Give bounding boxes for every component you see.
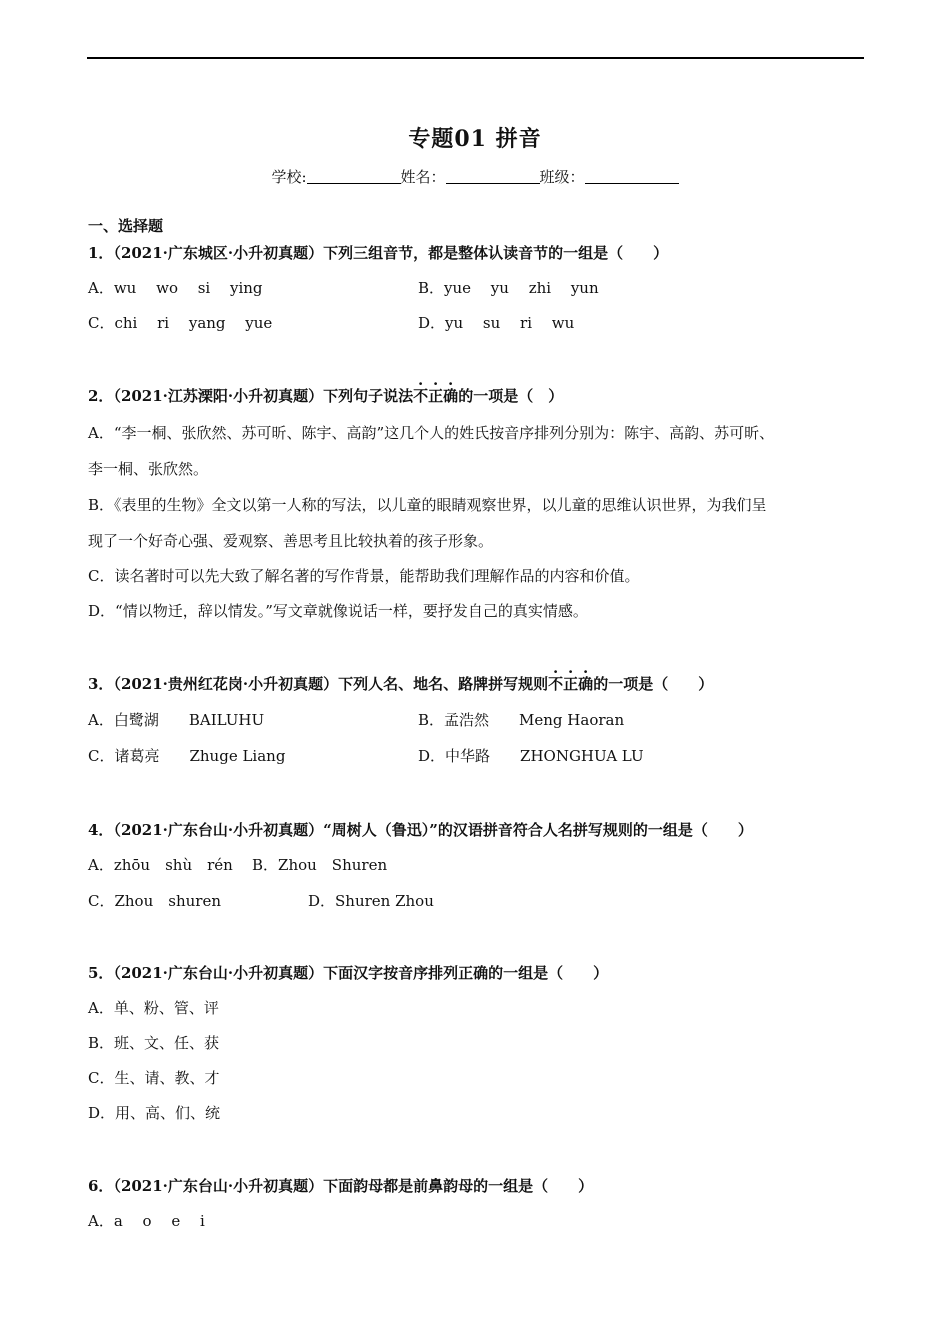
- question-stem-post: 的一项是（ ）: [593, 675, 714, 693]
- option-b: B．班、文、任、获: [88, 1034, 220, 1052]
- option-a-line1: A．“李一桐、张欣然、苏可昕、陈宇、高韵”这几个人的姓氏按音序排列分别为：陈宇、高韵、苏可昕、: [88, 424, 775, 442]
- option-a-line2: 李一桐、张欣然。: [88, 460, 209, 478]
- question-number: 4．: [88, 821, 114, 839]
- emphasis-char: 确: [443, 387, 459, 405]
- emphasis-char: 确: [578, 675, 594, 693]
- option-a: A．zhōu shù rén: [88, 856, 233, 874]
- option-c: C．Zhou shuren: [88, 892, 221, 910]
- question-stem: （2021·广东城区·小升初真题）下列三组音节，都是整体认读音节的一组是（ ）: [113, 244, 669, 262]
- emphasis-char: 不: [413, 387, 429, 405]
- option-d: D．中华路 ZHONGHUA LU: [418, 747, 644, 765]
- class-label: 班级：: [539, 168, 585, 186]
- question-stem: （2021·广东台山·小升初真题）下面韵母都是前鼻韵母的一组是（ ）: [113, 1177, 594, 1195]
- option-c: C．读名著时可以先大致了解名著的写作背景，能帮助我们理解作品的内容和价值。: [88, 567, 640, 585]
- option-b: B．yue yu zhi yun: [418, 279, 599, 297]
- option-d: D．yu su ri wu: [418, 314, 575, 332]
- question-stem-pre: （2021·江苏溧阳·小升初真题）下列句子说法: [113, 387, 414, 405]
- option-b-line1: B．《表里的生物》全文以第一人称的写法，以儿童的眼睛观察世界，以儿童的思维认识世界，为我们呈: [88, 496, 767, 514]
- option-d: D．用、高、们、统: [88, 1104, 221, 1122]
- option-d: D．“情以物迁，辞以情发。”写文章就像说话一样，要抒发自己的真实情感。: [88, 602, 588, 620]
- name-blank[interactable]: [446, 169, 540, 184]
- school-label: 学校:: [271, 168, 307, 186]
- option-c: C．chi ri yang yue: [88, 314, 273, 332]
- name-label: 姓名：: [400, 168, 446, 186]
- question-3: [88, 673, 713, 694]
- option-a: A．白鹭湖 BAILUHU: [88, 711, 265, 729]
- option-b: B．孟浩然 Meng Haoran: [418, 711, 625, 729]
- question-number: 6．: [88, 1177, 114, 1195]
- question-stem-post: 的一项是（ ）: [458, 387, 564, 405]
- section-heading: 一、选择题: [88, 217, 164, 235]
- question-number: 1．: [88, 244, 114, 262]
- question-5: [88, 962, 608, 983]
- option-a: A．wu wo si ying: [88, 279, 263, 297]
- question-1: [88, 242, 668, 263]
- page-title: 专题01 拼音: [408, 126, 542, 152]
- question-stem: （2021·广东台山·小升初真题）“周树人（鲁迅）”的汉语拼音符合人名拼写规则的一组是（ ）: [113, 821, 753, 839]
- option-a: A．单、粉、管、评: [88, 999, 219, 1017]
- option-c: C．生、请、教、才: [88, 1069, 220, 1087]
- question-number: 2．: [88, 387, 114, 405]
- question-2: [88, 385, 563, 406]
- school-blank[interactable]: [307, 169, 401, 184]
- option-a: A．a o e i: [88, 1212, 205, 1230]
- student-info: [0, 166, 950, 187]
- emphasis-char: 正: [428, 387, 444, 405]
- question-4: [88, 819, 753, 840]
- emphasis-char: 不: [548, 675, 564, 693]
- question-stem: （2021·广东台山·小升初真题）下面汉字按音序排列正确的一组是（ ）: [113, 964, 609, 982]
- option-c: C．诸葛亮 Zhuge Liang: [88, 747, 286, 765]
- question-6: [88, 1175, 593, 1196]
- emphasis-char: 正: [563, 675, 579, 693]
- question-stem-pre: （2021·贵州红花岗·小升初真题）下列人名、地名、路牌拼写规则: [113, 675, 549, 693]
- question-number: 5．: [88, 964, 114, 982]
- class-blank[interactable]: [585, 169, 679, 184]
- option-d: D．Shuren Zhou: [308, 892, 434, 910]
- option-b-line2: 现了一个好奇心强、爱观察、善思考且比较执着的孩子形象。: [88, 532, 494, 550]
- option-b: B．Zhou Shuren: [252, 856, 388, 874]
- header-rule: [87, 57, 864, 59]
- question-number: 3．: [88, 675, 114, 693]
